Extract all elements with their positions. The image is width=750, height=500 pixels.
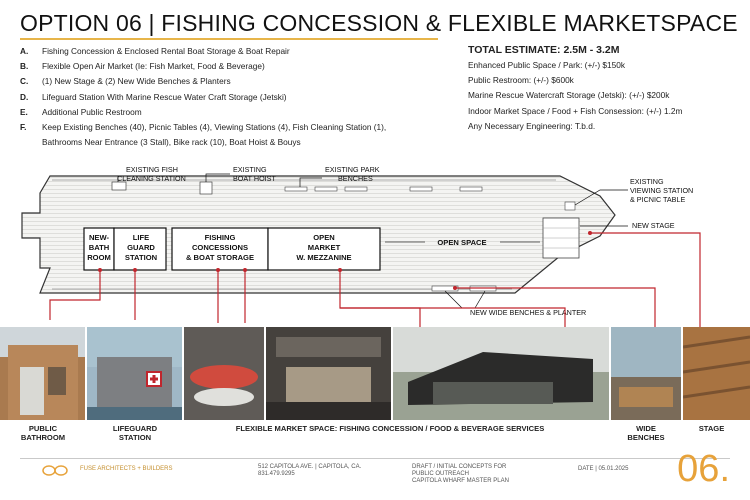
caption-public-bathroom: PUBLIC BATHROOM <box>20 424 66 442</box>
callout-label: & PICNIC TABLE <box>630 195 686 204</box>
photo-wide-benches <box>611 327 681 420</box>
room-label: GUARD <box>127 243 155 252</box>
callout-label: NEW WIDE BENCHES & PLANTER <box>470 308 587 317</box>
open-space-label: OPEN SPACE <box>437 238 487 247</box>
room-label: & BOAT STORAGE <box>185 253 255 262</box>
room-label: NEW- <box>88 233 110 242</box>
estimate-line: Indoor Market Space / Food + Fish Consession: (+/-) 1.2m <box>468 105 683 116</box>
boat-hoist <box>200 182 212 194</box>
park-bench <box>315 187 337 191</box>
firm-address: 512 CAPITOLA AVE. | CAPITOLA, CA. 831.479.9295 <box>258 464 362 477</box>
feature-list <box>20 44 450 150</box>
room-label: W. MEZZANINE <box>296 253 352 262</box>
room-label: CONCESSIONS <box>191 243 249 252</box>
callout-label: EXISTING PARK <box>325 165 380 174</box>
park-bench <box>345 187 367 191</box>
caption-lifeguard-station: LIFEGUARD STATION <box>112 424 158 442</box>
estimate-line: Public Restroom: (+/-) $600k <box>468 75 574 86</box>
cost-estimate <box>468 43 738 134</box>
picnic-table <box>565 202 575 210</box>
list-item: B. Flexible Open Air Market (Ie: Fish Market, Food & Beverage) <box>20 61 265 72</box>
page-title: OPTION 06 | FISHING CONCESSION & FLEXIBLE MARKETSPACE <box>20 10 738 36</box>
footer-date: DATE | 05.01.2025 <box>578 466 629 472</box>
list-item: F. Keep Existing Benches (40), Picnic Tables (4), Viewing Stations (4), Fish Cleaning Station (1), <box>20 122 387 133</box>
photo-stage <box>683 327 750 420</box>
room-label: MARKET <box>307 243 341 252</box>
callout-label: EXISTING FISH <box>126 165 178 174</box>
caption-market-space: FLEXIBLE MARKET SPACE: FISHING CONCESSION / FOOD & BEVERAGE SERVICES <box>235 424 545 433</box>
photo-lifeguard-station <box>87 327 182 420</box>
caption-stage: STAGE <box>698 424 725 433</box>
fish-cleaning-station <box>112 182 126 190</box>
draft-note: DRAFT / INITIAL CONCEPTS FOR PUBLIC OUTREACH CAPITOLA WHARF MASTER PLAN <box>412 464 509 484</box>
page-number: 06. <box>677 448 730 490</box>
list-item: A. Fishing Concession & Enclosed Rental Boat Storage & Boat Repair <box>20 46 290 56</box>
list-item: D. Lifeguard Station With Marine Rescue Water Craft Storage (Jetski) <box>20 91 287 102</box>
estimate-line: Enhanced Public Space / Park: (+/-) $150k <box>468 60 626 70</box>
room-label: OPEN <box>313 233 335 242</box>
photo-market-interior <box>266 327 391 420</box>
footer-logo <box>42 463 68 474</box>
list-item: E. Additional Public Restroom <box>20 106 142 117</box>
footer-rule <box>20 458 730 459</box>
room-label: STATION <box>124 253 158 262</box>
caption-wide-benches: WIDE BENCHES <box>627 424 665 442</box>
estimate-heading: TOTAL ESTIMATE: 2.5M - 3.2M <box>468 44 620 56</box>
callout-label: CLEANING STATION <box>117 174 186 183</box>
estimate-line: Marine Rescue Watercraft Storage (Jetski): (+/-) $200k <box>468 90 670 101</box>
room-label: ROOM <box>87 253 111 262</box>
room-label: FISHING <box>204 233 236 242</box>
park-bench <box>410 187 432 191</box>
callout-label: EXISTING <box>630 177 664 186</box>
room-label: LIFE <box>132 233 150 242</box>
callout-label: NEW STAGE <box>632 221 675 230</box>
room-label: BATH <box>88 243 110 252</box>
callout-label: BOAT HOIST <box>233 174 276 183</box>
photo-market-exterior <box>393 327 609 420</box>
title-underline <box>20 38 438 40</box>
list-item: C. (1) New Stage & (2) New Wide Benches & Planters <box>20 76 231 87</box>
list-item-continuation: Bathrooms Near Entrance (3 Stall), Bike rack (10), Boat Hoist & Bouys <box>42 137 301 148</box>
firm-name: FUSE ARCHITECTS + BUILDERS <box>80 466 173 472</box>
callout-label: BENCHES <box>338 174 373 183</box>
wharf-site-plan <box>0 158 750 328</box>
photo-public-bathroom <box>0 327 85 420</box>
park-bench <box>285 187 307 191</box>
park-bench <box>460 187 482 191</box>
callout-label: EXISTING <box>233 165 267 174</box>
callout-label: VIEWING STATION <box>630 186 694 195</box>
estimate-line: Any Necessary Engineering: T.b.d. <box>468 120 596 131</box>
photo-boat-storage <box>184 327 264 420</box>
